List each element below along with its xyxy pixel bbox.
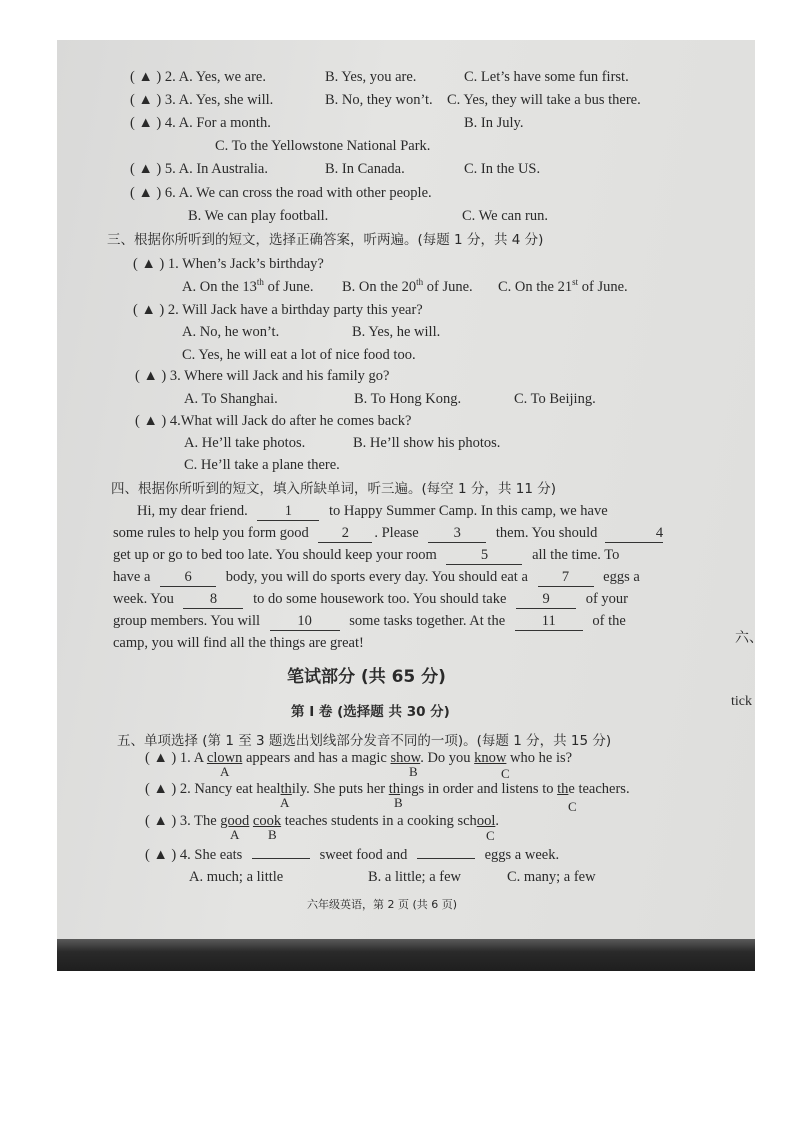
blank-10[interactable]: 10 bbox=[270, 612, 340, 631]
listening-q4 bbox=[130, 114, 271, 132]
option-c: C. Let’s have some fun first. bbox=[464, 69, 629, 85]
option-b: B. In July. bbox=[464, 115, 524, 131]
listening-q6 bbox=[130, 184, 432, 202]
passage-line-2 bbox=[113, 524, 663, 543]
option-text: of June. bbox=[578, 279, 628, 295]
stem-text: ( ▲ ) 2. Nancy eat heal bbox=[145, 781, 281, 797]
passage-text: them. You should bbox=[495, 525, 598, 541]
option-c: C. To the Yellowstone National Park. bbox=[215, 138, 431, 154]
underlined-part-a: clown bbox=[206, 750, 243, 766]
letter-b: B bbox=[409, 764, 418, 779]
option-c: C. We can run. bbox=[462, 208, 548, 224]
passage-text: to Happy Summer Camp. In this camp, we have bbox=[328, 503, 608, 519]
blank-4[interactable]: 4 bbox=[605, 524, 663, 543]
passage-line-7: camp, you will find all the things are great! bbox=[113, 635, 364, 651]
letter-a: A bbox=[230, 827, 240, 842]
passage-text: of your bbox=[585, 591, 628, 607]
passage-text: eggs a bbox=[603, 569, 640, 585]
letter-b: B bbox=[268, 827, 277, 842]
option-b: B. In Canada. bbox=[325, 161, 405, 177]
passage-line-5 bbox=[113, 590, 628, 609]
letter-a: A bbox=[280, 795, 290, 810]
stem-text: . bbox=[495, 813, 499, 829]
section-3-title: 三、根据你所听到的短文，选择正确答案，听两遍。(每题 1 分，共 4 分) bbox=[107, 232, 544, 248]
stem-text: who he is? bbox=[506, 750, 573, 766]
s5-q4-option-b: B. a little; a few bbox=[368, 869, 462, 885]
letter-b: B bbox=[394, 795, 403, 810]
s3-q3-option-b: B. To Hong Kong. bbox=[354, 391, 462, 407]
question-number: ( ▲ ) 2. bbox=[130, 69, 176, 85]
s3-q1-option-b bbox=[342, 278, 473, 296]
passage-line-4 bbox=[113, 568, 640, 587]
letter-a: A bbox=[220, 764, 230, 779]
listening-q5 bbox=[130, 160, 268, 178]
ordinal-suffix: th bbox=[416, 277, 424, 288]
option-b: B. No, they won’t. bbox=[325, 92, 433, 108]
question-number: ( ▲ ) 3. bbox=[130, 92, 176, 108]
s3-q1-option-c bbox=[498, 278, 628, 296]
s5-q1-stem bbox=[145, 749, 572, 767]
blank-7[interactable]: 7 bbox=[538, 568, 594, 587]
s3-q4-option-a: A. He’ll take photos. bbox=[184, 435, 306, 451]
stem-text: ( ▲ ) 3. The bbox=[145, 813, 221, 829]
passage-text: group members. You will bbox=[113, 613, 261, 629]
question-number: ( ▲ ) 4. bbox=[130, 115, 176, 131]
s3-q2-option-a: A. No, he won’t. bbox=[182, 324, 280, 340]
option-c: C. In the US. bbox=[464, 161, 541, 177]
underlined-part-c: know bbox=[474, 750, 507, 766]
s3-q1-stem: ( ▲ ) 1. When’s Jack’s birthday? bbox=[133, 256, 324, 272]
stem-text: sweet food and bbox=[319, 847, 408, 863]
passage-text: of the bbox=[592, 613, 626, 629]
letter-c: C bbox=[501, 766, 510, 781]
s3-q4-option-b: B. He’ll show his photos. bbox=[353, 435, 501, 451]
option-text: of June. bbox=[423, 279, 473, 295]
page-footer: 六年级英语，第 2 页 (共 6 页) bbox=[307, 898, 458, 911]
blank-11[interactable]: 11 bbox=[515, 612, 583, 631]
option-a: A. Yes, she will. bbox=[178, 92, 274, 108]
s3-q4-option-c: C. He’ll take a plane there. bbox=[184, 457, 340, 473]
underlined-part-a: good bbox=[220, 813, 250, 829]
underlined-part-c: th bbox=[557, 781, 569, 797]
section-4-title: 四、根据你所听到的短文，填入所缺单词，听三遍。(每空 1 分，共 11 分) bbox=[111, 481, 556, 497]
passage-text: have a bbox=[113, 569, 151, 585]
s3-q3-option-a: A. To Shanghai. bbox=[184, 391, 278, 407]
s3-q2-stem: ( ▲ ) 2. Will Jack have a birthday party this year? bbox=[133, 302, 423, 318]
margin-section-6: 六、 bbox=[735, 630, 763, 646]
stem-text: e teachers. bbox=[568, 781, 630, 797]
option-a: A. For a month. bbox=[178, 115, 271, 131]
stem-text: ings in order and listens to bbox=[400, 781, 558, 797]
option-text: A. On the 13 bbox=[182, 279, 257, 295]
passage-text: Hi, my dear friend. bbox=[137, 503, 248, 519]
stem-text: appears and has a magic bbox=[242, 750, 391, 766]
stem-text: ily. She puts her bbox=[291, 781, 389, 797]
option-b: B. We can play football. bbox=[188, 208, 329, 224]
stem-text: teaches students in a cooking sch bbox=[281, 813, 477, 829]
option-a: A. Yes, we are. bbox=[178, 69, 266, 85]
passage-line-6 bbox=[113, 612, 626, 631]
passage-text: . Please bbox=[374, 525, 419, 541]
ordinal-suffix: th bbox=[256, 277, 264, 288]
passage-text: some tasks together. At the bbox=[349, 613, 506, 629]
underlined-part-b: show bbox=[390, 750, 421, 766]
blank-5[interactable]: 5 bbox=[446, 546, 522, 565]
question-number: ( ▲ ) 6. bbox=[130, 185, 176, 201]
blank-6[interactable]: 6 bbox=[160, 568, 216, 587]
s5-q4-option-a: A. much; a little bbox=[189, 869, 284, 885]
underlined-part-a: th bbox=[280, 781, 292, 797]
blank-3[interactable]: 3 bbox=[428, 524, 486, 543]
blank-1[interactable] bbox=[252, 858, 310, 859]
margin-tick-word: tick bbox=[731, 694, 752, 709]
scan-shadow bbox=[57, 939, 755, 971]
ordinal-suffix: st bbox=[572, 277, 579, 288]
volume-1-title: 第 I 卷 (选择题 共 30 分) bbox=[291, 704, 450, 720]
s5-q4-option-c: C. many; a few bbox=[507, 869, 596, 885]
s5-q2-stem bbox=[145, 780, 630, 798]
option-a: A. We can cross the road with other people. bbox=[178, 185, 432, 201]
s3-q3-option-c: C. To Beijing. bbox=[514, 391, 596, 407]
s3-q3-stem: ( ▲ ) 3. Where will Jack and his family go? bbox=[135, 368, 390, 384]
passage-line-3 bbox=[113, 546, 619, 565]
option-text: of June. bbox=[263, 279, 314, 295]
section-5-title: 五、单项选择 (第 1 至 3 题选出划线部分发音不同的一项)。(每题 1 分，共 15 分) bbox=[117, 733, 612, 749]
option-a: A. In Australia. bbox=[178, 161, 268, 177]
s3-q1-option-a bbox=[182, 278, 313, 296]
blank-9[interactable]: 9 bbox=[516, 590, 576, 609]
listening-q3 bbox=[130, 91, 273, 109]
underlined-part-c: ool bbox=[476, 813, 496, 829]
passage-text: get up or go to bed too late. You should keep your room bbox=[113, 547, 437, 563]
blank-2[interactable] bbox=[417, 858, 475, 859]
option-c: C. Yes, they will take a bus there. bbox=[447, 92, 641, 108]
option-b: B. Yes, you are. bbox=[325, 69, 417, 85]
underlined-part-b: cook bbox=[252, 813, 282, 829]
passage-text: to do some housework too. You should take bbox=[253, 591, 507, 607]
scanned-page-photo bbox=[57, 40, 755, 971]
passage-text: some rules to help you form good bbox=[113, 525, 309, 541]
s3-q2-option-b: B. Yes, he will. bbox=[352, 324, 441, 340]
s3-q4-stem: ( ▲ ) 4.What will Jack do after he comes back? bbox=[135, 413, 412, 429]
passage-text: all the time. To bbox=[532, 547, 620, 563]
stem-text: eggs a week. bbox=[484, 847, 560, 863]
question-number: ( ▲ ) 5. bbox=[130, 161, 176, 177]
option-text: C. On the 21 bbox=[498, 279, 573, 295]
passage-text: week. You bbox=[113, 591, 174, 607]
option-text: B. On the 20 bbox=[342, 279, 417, 295]
stem-text: ( ▲ ) 1. A bbox=[145, 750, 207, 766]
underlined-part-b: th bbox=[388, 781, 401, 797]
stem-text: ( ▲ ) 4. She eats bbox=[145, 847, 243, 863]
s5-q3-stem bbox=[145, 812, 499, 830]
s3-q2-option-c: C. Yes, he will eat a lot of nice food too. bbox=[182, 347, 416, 363]
passage-text: body, you will do sports every day. You should eat a bbox=[225, 569, 528, 585]
stem-text: . Do you bbox=[420, 750, 475, 766]
written-part-title: 笔试部分 (共 65 分) bbox=[287, 667, 446, 687]
blank-2[interactable]: 2 bbox=[318, 524, 372, 543]
listening-q2 bbox=[130, 68, 266, 86]
blank-8[interactable]: 8 bbox=[183, 590, 243, 609]
letter-c: C bbox=[486, 828, 495, 843]
s5-q4-stem bbox=[145, 846, 559, 864]
letter-c: C bbox=[568, 799, 577, 814]
passage-line-1 bbox=[137, 502, 608, 521]
blank-1[interactable]: 1 bbox=[257, 502, 319, 521]
